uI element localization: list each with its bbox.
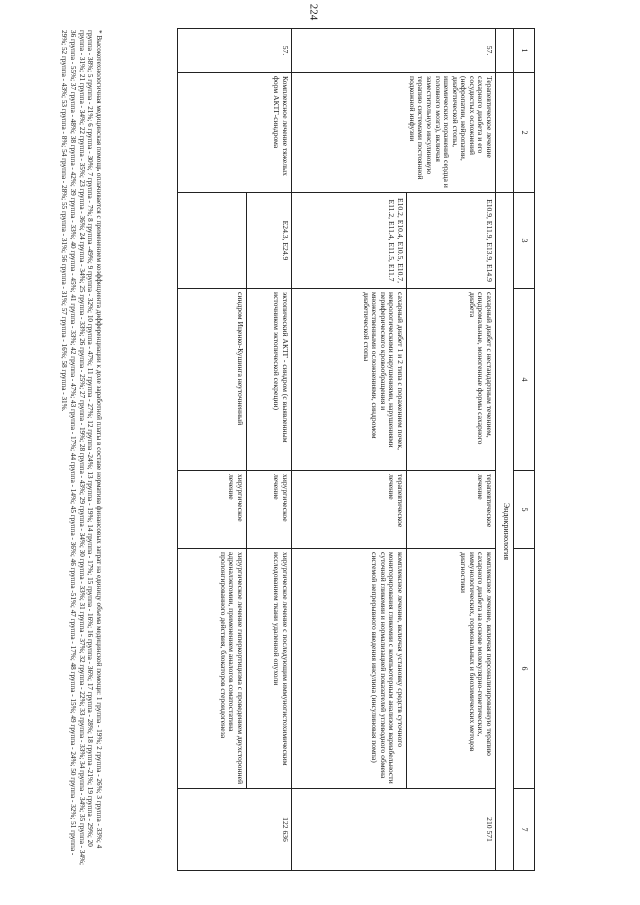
- table-row: [247, 29, 292, 871]
- document-content: [30, 28, 535, 878]
- icd-codes: E10.9, E11.9, E13.9, E14.9: [407, 193, 496, 289]
- group-number: 57.: [178, 29, 292, 73]
- group-number: 57.: [292, 29, 496, 73]
- header-row: [514, 29, 535, 871]
- section-title: Эндокринология: [496, 193, 514, 871]
- treatment-method: комплексное лечение, включая установку средств суточного мониторирования гликемии с компьютерным анализом вариабельности суточной гликемии и нормализацией показателей углеводного обмена системой непрерывного введения инсулина (инсулиновая помпа): [292, 549, 407, 789]
- header-col-1: 1: [514, 29, 535, 73]
- treatment-type: терапевтическое лечение: [407, 471, 496, 549]
- icd-codes: E24.3, E24.9: [247, 193, 292, 289]
- header-col-5: 5: [514, 471, 535, 549]
- header-col-7: 7: [514, 789, 535, 871]
- section-row: [496, 29, 514, 871]
- header-col-2: 2: [514, 73, 535, 193]
- treatment-method: хирургическое лечение гиперкортицизма с проведением двухсторонней адреналэктомии, применением аналогов соматостатина пролонгированного действия, блокаторов стероидогенеза: [178, 549, 247, 789]
- header-col-4: 4: [514, 289, 535, 471]
- table-row: [407, 29, 496, 871]
- patient-model: эктопический АКТГ - синдром (с выявленным источником эктопической секреции): [247, 289, 292, 471]
- cost-value: 210 571: [292, 789, 496, 871]
- header-col-6: 6: [514, 549, 535, 789]
- treatment-method: комплексное лечение, включая персонализированную терапию сахарного диабета на основе молекулярно-генетических, иммунологических, гормональных и биохимических методов диагностики: [407, 549, 496, 789]
- group-name: Терапевтическое лечение сахарного диабета и его сосудистых осложнений (нефропатии, нейропатии, диабетической стопы, ишемических поражений сердца и головного мозга), включая заместительную инсулиновую терапию системами постоянной подкожной инфузии: [292, 73, 496, 193]
- page-number: 224: [307, 3, 320, 21]
- icd-codes: E10.2, E10.4, E10.5, E10.7, E11.2, E11.4, E11.5, E11.7: [292, 193, 407, 289]
- treatment-type: хирургическое лечение: [247, 471, 292, 549]
- group-name: Комплексное лечение тяжелых форм АКТГ-синдрома: [178, 73, 292, 193]
- treatment-method: хирургическое лечение с последующим иммуногистохимическим исследованием ткани удаленной опухоли: [247, 549, 292, 789]
- cost-value: 122 636: [178, 789, 292, 871]
- treatment-type: хирургическое лечение: [178, 471, 247, 549]
- treatment-type: терапевтическое лечение: [292, 471, 407, 549]
- patient-model: сахарный диабет с нестандартным течением, синдромальные, моногенные формы сахарного диабета: [407, 289, 496, 471]
- header-col-3: 3: [514, 193, 535, 289]
- vmp-table: [177, 28, 535, 871]
- footnote: * Высокотехнологичная медицинская помощь оплачивается с применением коэффициента дифференциации к доле заработной платы в составе норматива финансовых затрат на единицу объема медицинской помощи: 1 группа - 19%; 2 группа - 26%; 3 группа - 33%; 4 группа - 38%; 5 группа - 21%; 6 группа - 30%; 7 группа - 7%; 8 группа -49%; 9 группа - 32%; 10 группа - 47%; 11 группа - 27%; 12 группа -24%; 13 группа - 19%; 14 группа - 17%; 15 группа - 16%; 16 группа - 36%; 17 группа - 28%; 18 группа -21%; 19 группа - 29%; 20 группа - 31%; 21 группа - 34%; 22 группа - 35%; 23 группа - 36%; 24 группа - 34%; 25 группа - 33%; 26 группа - 25%; 27 группа - 19%; 28 группа - 43%; 29 группа - 34%; 30 группа - 33%; 31 группа - 37%; 32 группа - 22%; 33 группа - 33%; 34 группа - 34%; 35 группа - 34%; 36 группа - 55%; 37 группа - 48%; 38 группа - 42%; 39 группа - 33%; 40 группа - 45%; 41 группа - 33%; 42 группа - 47%; 43 группа - 17%; 44 группа - 14%; 45 группа - 36%; 46 группа -51%; 47 группа - 17%; 48 группа - 15%; 49 группа - 24%; 50 группа - 32%; 51 группа - 29%; 52 группа - 43%; 53 группа - 8%; 54 группа - 28%; 55 группа - 31%; 56 группа - 31%; 57 группа - 16%; 58 группа - 31%.: [60, 30, 103, 866]
- patient-model: синдром Иценко-Кушинга неуточненный: [178, 289, 247, 471]
- icd-codes: [178, 193, 247, 289]
- patient-model: сахарный диабет 1 и 2 типа с поражением почек, неврологическими нарушениями, нарушениями периферического кровообращения и множественными осложнениями, синдромом диабетической стопы: [292, 289, 407, 471]
